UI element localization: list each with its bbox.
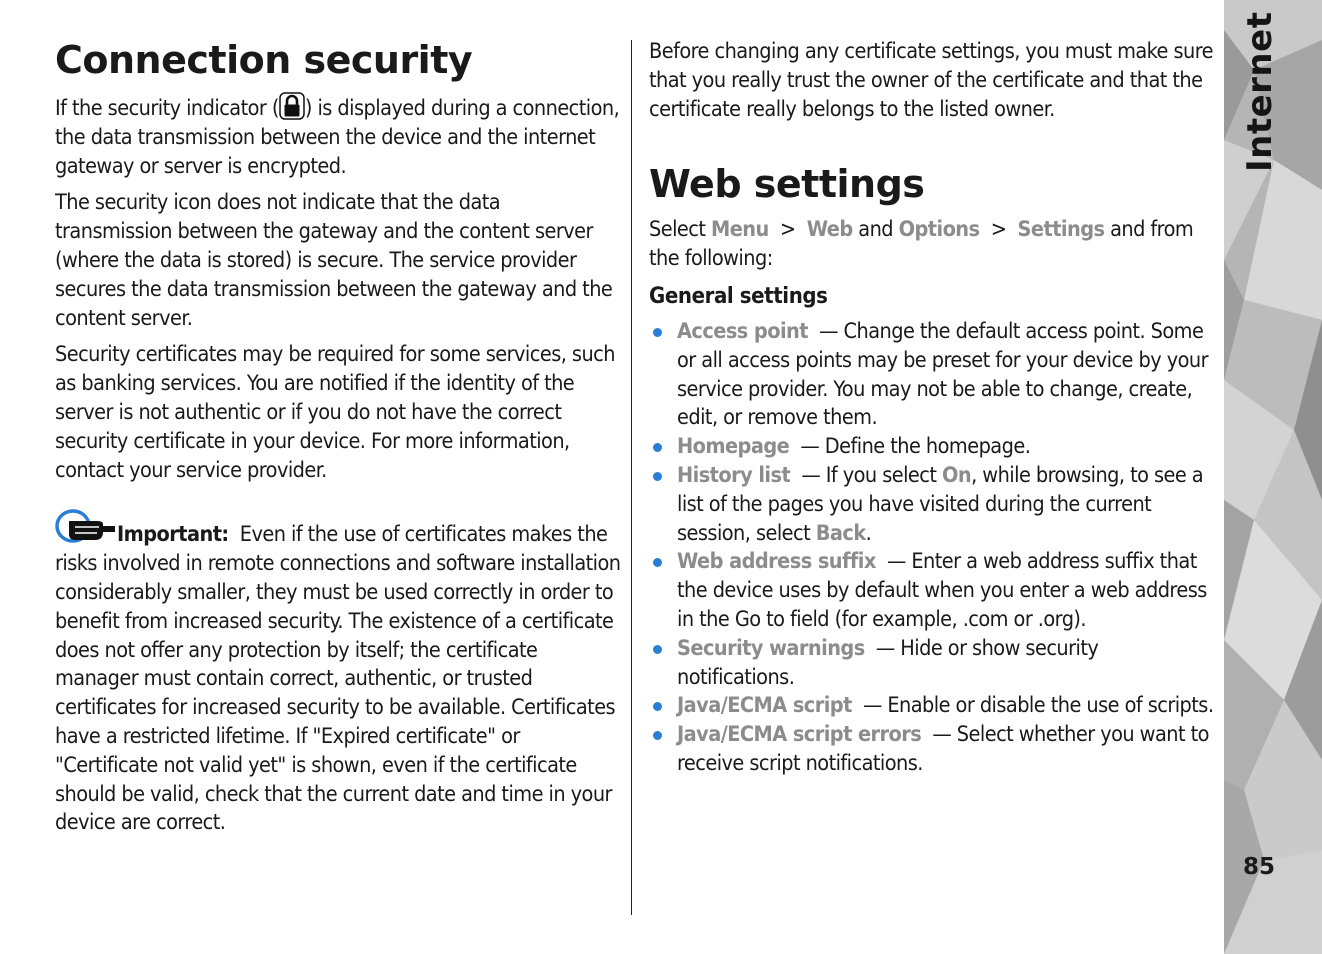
important-text: Even if the use of certificates makes the risks involved in remote connections and software installation considerably smaller, they must be used correctly in order to benefit from increased security. The existence of a certificate does not offer any protection by itself; the certificate manager must contain correct, authentic, or trusted certificates for increased security to be available. Certificates have a restricted lifetime. If "Expired certificate" or "Certificate not valid yet" is shown, even if the certificate should be valid, check that the current date and time in your device are correct. (55, 522, 621, 836)
select-instructions: Select Menu > Web and Options > Settings and from the following: (649, 217, 1194, 272)
options-term: Options (898, 217, 980, 243)
important-note (55, 507, 621, 838)
list-item-java-ecma-script: Java/ECMA script — Enable or disable the use of scripts. (649, 692, 1215, 721)
certificates-paragraph: Security certificates may be required for some services, such as banking services. You are notified if the identity of the server is not authentic or if you do not have the correct security certificate in your device. For more information, contact your service provider. (55, 342, 615, 483)
general-settings-subheading: General settings (649, 283, 828, 309)
on-term: On (942, 462, 972, 488)
menu-term: Menu (710, 217, 769, 243)
settings-term: Settings (1017, 217, 1105, 243)
back-term: Back (815, 520, 866, 546)
security-icon-paragraph: The security icon does not indicate that the data transmission between the gateway and the content server (where the data is stored) is secure. The service provider secures the data transmission between the gateway and the content server. (55, 190, 613, 331)
certificate-settings-intro: Before changing any certificate settings, you must make sure that you really trust the owner of the certificate and that the certificate really belongs to the listed owner. (649, 39, 1214, 122)
list-item-history-list: History list — If you select On, while browsing, to see a list of the pages you have visited during the current session, select Back. (649, 462, 1215, 548)
chapter-title-internet: Internet (1240, 11, 1280, 172)
java-ecma-script-errors-term: Java/ECMA script errors (677, 722, 922, 748)
column-divider (631, 40, 632, 915)
java-ecma-script-term: Java/ECMA script (677, 693, 852, 719)
web-address-suffix-term: Web address suffix (677, 549, 876, 575)
list-item-homepage: Homepage — Define the homepage. (649, 433, 1215, 462)
list-item-access-point: Access point — Change the default access point. Some or all access points may be preset for your device by your service provider. You may not be able to change, create, edit, or remove them. (649, 318, 1215, 433)
p1-text-b: ) is displayed during a connection, the data transmission between the device and the internet gateway or server is encrypted. (55, 96, 620, 179)
access-point-term: Access point (677, 318, 808, 344)
right-column (649, 38, 1215, 779)
lock-icon (279, 92, 305, 120)
important-hand-icon (55, 507, 117, 549)
homepage-term: Homepage (677, 434, 790, 460)
web-term: Web (806, 217, 853, 243)
list-item-web-address-suffix: Web address suffix — Enter a web address suffix that the device uses by default when you enter a web address in the Go to field (for example, .com or .org). (649, 548, 1215, 634)
web-settings-heading: Web settings (649, 162, 925, 207)
page-number: 85 (1243, 854, 1276, 880)
p1-text-a: If the security indicator ( (55, 96, 279, 121)
left-column (55, 36, 621, 838)
important-label: Important: (117, 522, 229, 548)
list-item-security-warnings: Security warnings — Hide or show security notifications. (649, 635, 1215, 693)
list-item-java-ecma-script-errors: Java/ECMA script errors — Select whether you want to receive script notifications. (649, 721, 1215, 779)
connection-security-heading: Connection security (55, 38, 473, 82)
security-warnings-term: Security warnings (677, 635, 865, 661)
history-list-term: History list (677, 462, 791, 488)
security-indicator-paragraph (55, 92, 621, 181)
general-settings-list (649, 318, 1215, 779)
